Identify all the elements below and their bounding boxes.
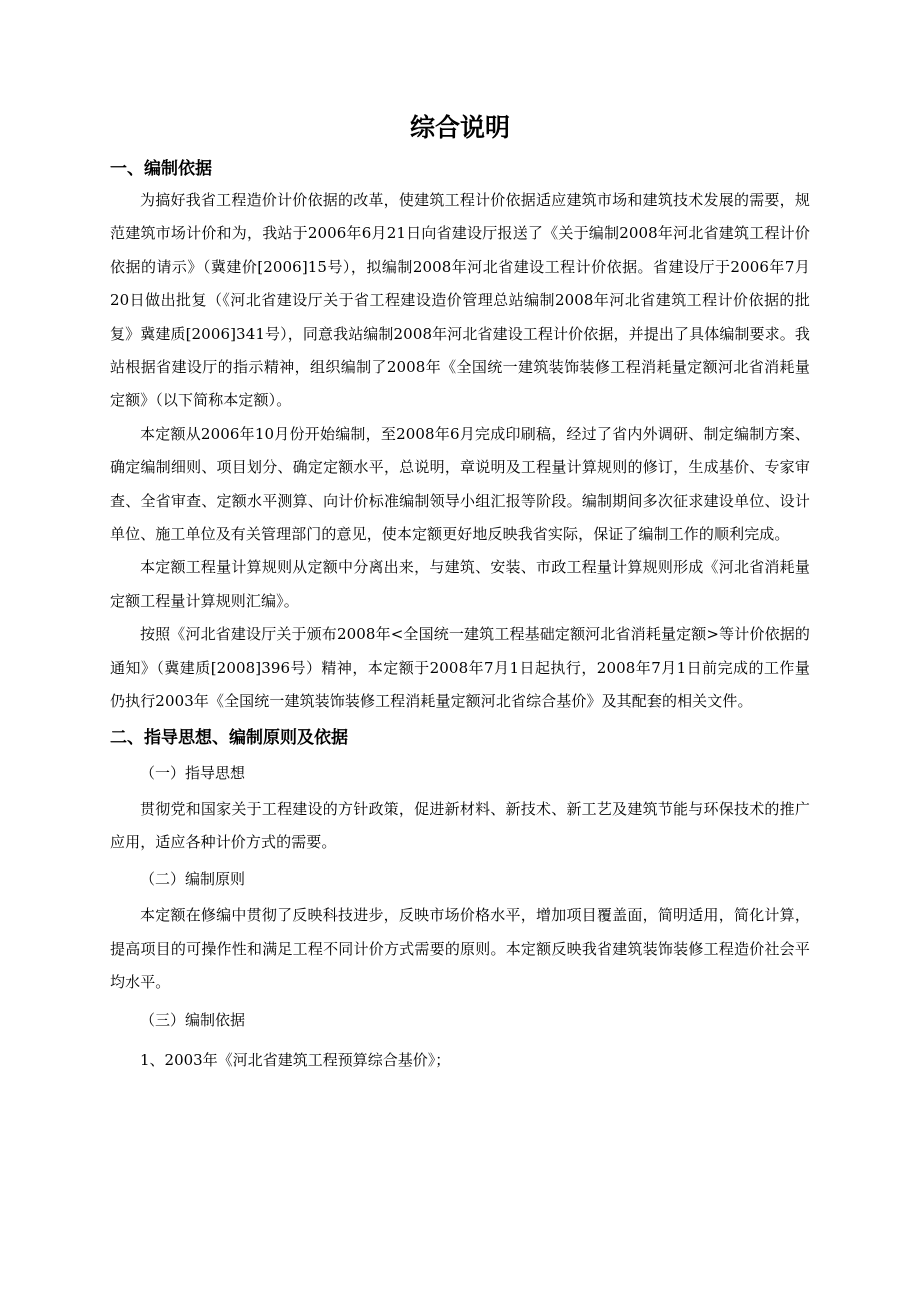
document-page <box>110 100 810 1080</box>
document-title: 综合说明 <box>409 113 510 142</box>
section-heading-compilation-basis: 一、编制依据 <box>110 159 212 179</box>
paragraph: 本定额工程量计算规则从定额中分离出来，与建筑、安装、市政工程量计算规则形成《河北省消耗量定额工程量计算规则汇编》。 <box>110 558 810 610</box>
paragraph: 为搞好我省工程造价计价依据的改革，使建筑工程计价依据适应建筑市场和建筑技术发展的需要，规范建筑市场计价和为，我站于2006年6月21日向省建设厅报送了《关于编制2008年河北省建筑工程计价依据的请示》（冀建价[2006]15号），拟编制2008年河北省建设工程计价依据。省建设厅于2006年7月20日做出批复（《河北省建设厅关于省工程建设造价管理总站编制2008年河北省建筑工程计价依据的批复》冀建质[2006]341号），同意我站编制2008年河北省建设工程计价依据，并提出了具体编制要求。我站根据省建设厅的指示精神，组织编制了2008年《全国统一建筑装饰装修工程消耗量定额河北省消耗量定额》（以下简称本定额）。 <box>110 191 810 410</box>
paragraph: 贯彻党和国家关于工程建设的方针政策，促进新材料、新技术、新工艺及建筑节能与环保技术的推广应用，适应各种计价方式的需要。 <box>110 799 810 851</box>
paragraph: 本定额从2006年10月份开始编制，至2008年6月完成印刷稿，经过了省内外调研、制定编制方案、确定编制细则、项目划分、确定定额水平，总说明，章说明及工程量计算规则的修订，生成基价、专家审查、全省审查、定额水平测算、向计价标准编制领导小组汇报等阶段。编制期间多次征求建设单位、设计单位、施工单位及有关管理部门的意见，使本定额更好地反映我省实际，保证了编制工作的顺利完成。 <box>110 424 810 544</box>
paragraph: 本定额在修编中贯彻了反映科技进步，反映市场价格水平，增加项目覆盖面，简明适用，简化计算，提高项目的可操作性和满足工程不同计价方式需要的原则。本定额反映我省建筑装饰装修工程造价社会平均水平。 <box>110 906 810 992</box>
paragraph: 按照《河北省建设厅关于颁布2008年<全国统一建筑工程基础定额河北省消耗量定额>等计价依据的通知》（冀建质[2008]396号）精神，本定额于2008年7月1日起执行，2008年7月1日前完成的工作量仍执行2003年《全国统一建筑装饰装修工程消耗量定额河北省综合基价》及其配套的相关文件。 <box>110 625 810 711</box>
subheading-compilation-principle: （二）编制原则 <box>140 870 246 889</box>
list-item: 1、2003年《河北省建筑工程预算综合基价》； <box>140 1050 451 1069</box>
subheading-compilation-basis: （三）编制依据 <box>140 1010 246 1029</box>
section-heading-guiding-principles: 二、指导思想、编制原则及依据 <box>110 727 348 748</box>
subheading-guiding-thought: （一）指导思想 <box>140 763 246 782</box>
